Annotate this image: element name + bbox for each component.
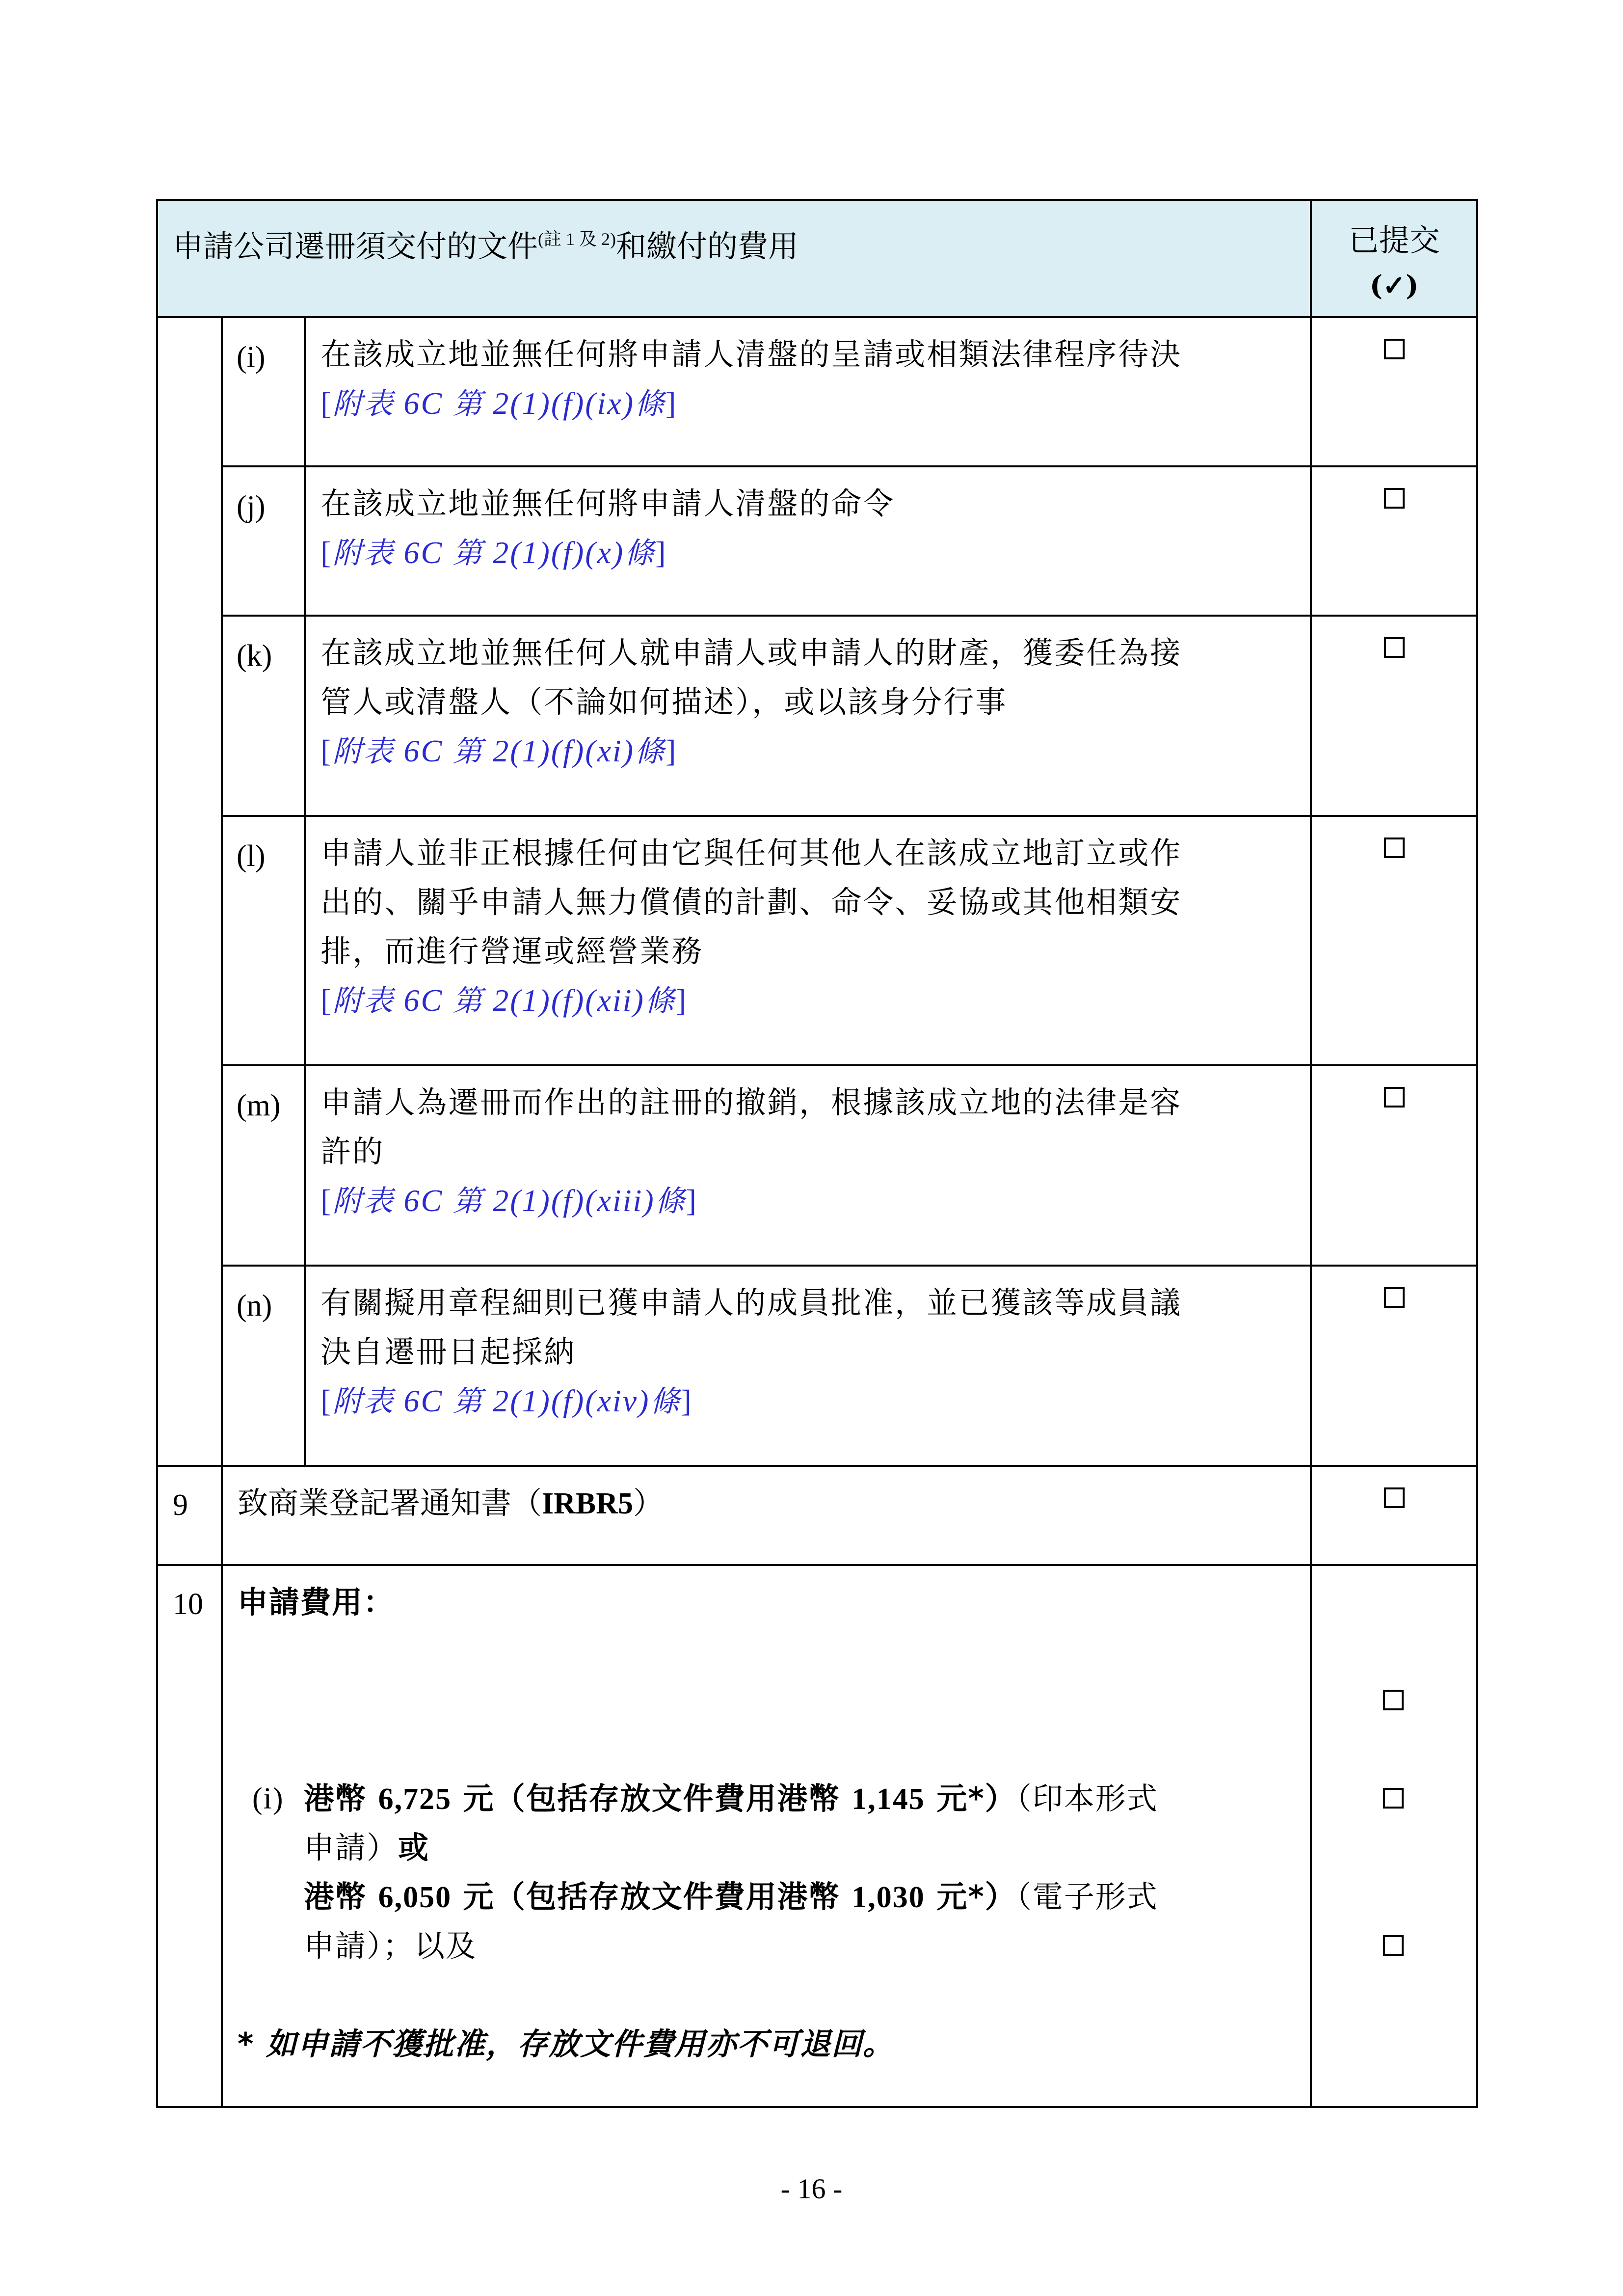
submitted-checkbox[interactable] [1384,1087,1405,1107]
item-reference: [附表 6C 第 2(1)(f)(xii)條] [320,983,688,1018]
table-row [157,317,1477,466]
submitted-checkbox[interactable] [1384,488,1405,509]
table-row [157,816,1477,1065]
item-text-cell: 在該成立地並無任何人就申請人或申請人的財產，獲委任為接 管人或清盤人（不論如何描述），或以該身分行事 [附表 6C 第 2(1)(f)(xi)條] [305,616,1311,816]
item-text-cell: 申請人為遷冊而作出的註冊的撤銷，根據該成立地的法律是容 許的 [附表 6C 第 2(1)(f)(xiii)條] [305,1065,1311,1266]
table-row [157,1466,1477,1565]
table-row [157,466,1477,616]
submitted-checkbox-cell [1311,1565,1477,2107]
submitted-checkbox[interactable] [1383,1935,1404,1956]
item-text-cell: 有關擬用章程細則已獲申請人的成員批准，並已獲該等成員議 決自遷冊日起採納 [附表 6C 第 2(1)(f)(xiv)條] [305,1266,1311,1466]
submitted-checkbox-cell [1311,616,1477,816]
header-title-cell [157,200,1311,317]
item-letter-cell: (m) [222,1065,305,1266]
header-title: 申請公司遷冊須交付的文件$^{(註 1 及 2)}$和繳付的費用 [173,228,799,264]
item-text-cell: 致商業登記署通知書（IRBR5） [222,1466,1311,1565]
table-row [157,1565,1477,2107]
item-letter-cell: (i) [222,317,305,466]
item-text-cell: 申請費用： (i) 港幣 6,725 元（包括存放文件費用港幣 1,145 元*）（印本形式 申請）或 港幣 6,050 元（包括存放文件費用港幣 1,030 元*）（電子形式 申請）；以及 * 如申請不獲批准，存放文件費用亦不可退回。 [222,1565,1311,2107]
submitted-checkbox-cell [1311,317,1477,466]
submitted-checkbox[interactable] [1384,339,1405,359]
fee-sub-label: (i) [252,1782,284,1815]
table-row [157,1065,1477,1266]
submitted-checkbox[interactable] [1384,837,1405,858]
documents-checklist-table [156,199,1478,2108]
submitted-checkbox[interactable] [1383,1690,1404,1710]
item-text-cell: 在該成立地並無任何將申請人清盤的呈請或相類法律程序待決 [附表 6C 第 2(1)(f)(ix)條] [305,317,1311,466]
item-reference: [附表 6C 第 2(1)(f)(x)條] [320,535,667,570]
fee-option-electronic: 港幣 6,050 元（包括存放文件費用港幣 1,030 元*）（電子形式 [303,1879,1158,1915]
submitted-checkbox-cell [1311,466,1477,616]
submitted-label: 已提交 (✓) [1312,201,1476,308]
header-submitted-cell [1311,200,1477,317]
fee-title: 申請費用： [237,1584,395,1620]
item-reference: [附表 6C 第 2(1)(f)(ix)條] [320,386,678,421]
item-number-cell: 10 [157,1565,222,2107]
item-text-cell: 申請人並非正根據任何由它與任何其他人在該成立地訂立或作 出的、關乎申請人無力償債的計劃、命令、妥協或其他相類安 排，而進行營運或經營業務 [附表 6C 第 2(1)(f)(xii)條] [305,816,1311,1065]
submitted-checkbox-cell [1311,816,1477,1065]
submitted-checkbox-cell [1311,1266,1477,1466]
item-letter-cell: (n) [222,1266,305,1466]
table-header-row [157,200,1477,317]
submitted-checkbox-cell [1311,1065,1477,1266]
submitted-checkbox-cell [1311,1466,1477,1565]
check-mark-icon: (✓) [1369,270,1419,302]
submitted-checkbox[interactable] [1384,637,1405,658]
item-text-cell: 在該成立地並無任何將申請人清盤的命令 [附表 6C 第 2(1)(f)(x)條] [305,466,1311,616]
table-row [157,616,1477,816]
item-number-cell [157,317,222,1466]
fee-note: * 如申請不獲批准，存放文件費用亦不可退回。 [237,2026,894,2062]
fee-option-print: 港幣 6,725 元（包括存放文件費用港幣 1,145 元*）（印本形式 [303,1781,1158,1816]
item-reference: [附表 6C 第 2(1)(f)(xiii)條] [320,1183,698,1218]
table-row [157,1266,1477,1466]
item-number-cell: 9 [157,1466,222,1565]
submitted-checkbox[interactable] [1384,1287,1405,1308]
page-number: - 16 - [780,2173,843,2205]
item-reference: [附表 6C 第 2(1)(f)(xi)條] [320,733,678,769]
item-letter-cell: (k) [222,616,305,816]
submitted-checkbox[interactable] [1384,1487,1405,1508]
item-reference: [附表 6C 第 2(1)(f)(xiv)條] [320,1383,693,1419]
item-letter-cell: (j) [222,466,305,616]
item-letter-cell: (l) [222,816,305,1065]
submitted-checkbox[interactable] [1383,1788,1404,1809]
